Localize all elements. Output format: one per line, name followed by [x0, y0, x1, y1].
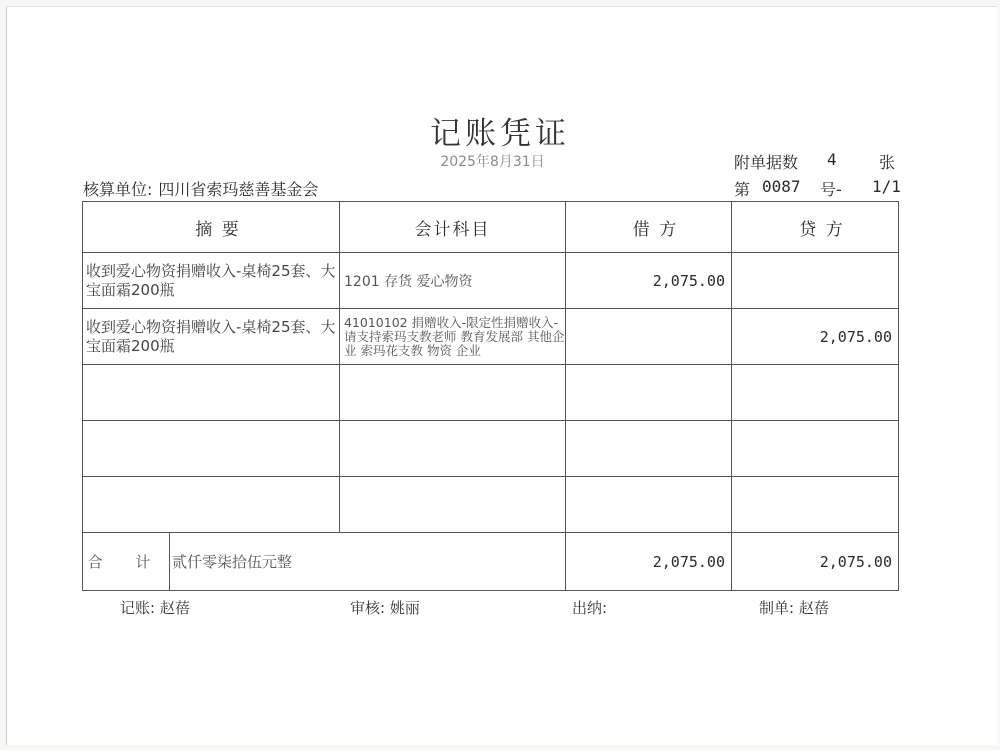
- total-amount-words: 贰仟零柒拾伍元整: [172, 553, 293, 571]
- row-summary: [83, 477, 340, 533]
- row-debit: [566, 421, 732, 477]
- row-account: [340, 365, 566, 421]
- bookkeeper-label: 记账:: [120, 599, 156, 617]
- cashier: [572, 597, 607, 618]
- row-summary: 收到爱心物资捐赠收入-桌椅25套、大宝面霜200瓶: [83, 309, 340, 365]
- bookkeeper-name: 赵蓓: [159, 599, 190, 617]
- total-credit: 2,075.00: [732, 533, 899, 591]
- bookkeeper: [120, 597, 190, 618]
- row-debit: [566, 477, 732, 533]
- attachments-unit: 张: [879, 153, 896, 172]
- row-debit: [566, 365, 732, 421]
- row-account: 41010102 捐赠收入-限定性捐赠收入-请支持索玛支教老师 教育发展部 其他企业 索玛花支教 物资 企业: [340, 309, 566, 365]
- number-prefix: 第: [734, 180, 751, 199]
- row-account: [340, 477, 566, 533]
- reviewer-name: 姚丽: [389, 599, 420, 617]
- row-credit: [732, 365, 899, 421]
- row-summary: [83, 421, 340, 477]
- total-row: [83, 533, 899, 591]
- row-account: 1201 存货 爱心物资: [340, 253, 566, 309]
- attachments-label: 附单据数: [734, 153, 799, 172]
- row-credit: [732, 421, 899, 477]
- row-credit: [732, 477, 899, 533]
- table-row: [83, 365, 899, 421]
- row-credit: 2,075.00: [732, 309, 899, 365]
- header-account: 会计科目: [340, 202, 566, 253]
- preparer: [759, 597, 829, 618]
- header-summary: 摘 要: [83, 202, 340, 253]
- preparer-name: 赵蓓: [798, 599, 829, 617]
- row-summary: 收到爱心物资捐赠收入-桌椅25套、大宝面霜200瓶: [83, 253, 340, 309]
- reviewer-label: 审核:: [350, 599, 386, 617]
- voucher-date: 2025年8月31日: [440, 154, 545, 170]
- table-row: [83, 477, 899, 533]
- row-debit: [566, 309, 732, 365]
- total-label: 合 计: [83, 533, 170, 590]
- table-row: [83, 421, 899, 477]
- row-debit: 2,075.00: [566, 253, 732, 309]
- accounting-unit: [83, 177, 318, 200]
- number-suffix: 号-: [820, 180, 842, 199]
- table-row: [83, 253, 899, 309]
- page-number: 1/1: [872, 177, 901, 196]
- cashier-label: 出纳:: [572, 599, 608, 617]
- attachments-count: 4: [827, 150, 837, 169]
- number-value: 0087: [762, 177, 801, 196]
- voucher-table: [82, 201, 899, 591]
- org-label: 核算单位:: [83, 180, 153, 199]
- total-debit: 2,075.00: [566, 533, 732, 591]
- reviewer: [350, 597, 420, 618]
- voucher-title: 记账凭证: [430, 116, 570, 152]
- header-credit: 贷 方: [732, 202, 899, 253]
- row-credit: [732, 253, 899, 309]
- total-cell: [83, 533, 566, 591]
- table-header: [83, 202, 899, 253]
- header-debit: 借 方: [566, 202, 732, 253]
- row-summary: [83, 365, 340, 421]
- table-row: [83, 309, 899, 365]
- row-account: [340, 421, 566, 477]
- org-name: 四川省索玛慈善基金会: [158, 180, 319, 199]
- preparer-label: 制单:: [759, 599, 795, 617]
